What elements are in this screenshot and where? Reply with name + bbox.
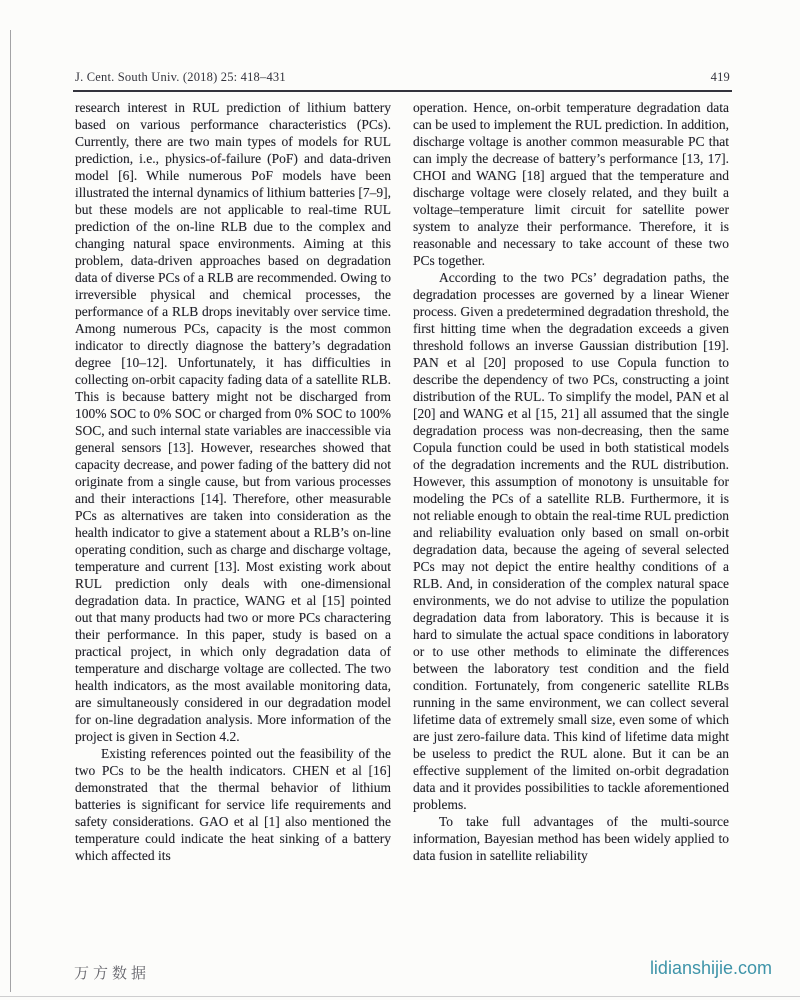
page-header <box>75 70 730 85</box>
header-rule <box>73 90 732 92</box>
scan-edge-artifact-left <box>10 30 11 992</box>
page-number: 419 <box>710 70 730 84</box>
body-paragraph: operation. Hence, on-orbit temperature degradation data can be used to implement the RUL prediction. In addition, discharge voltage is another common measurable PC that can imply the decrease of battery’s performance [13, 17]. CHOI and WANG [18] argued that the temperature and discharge voltage were closely related, and they built a voltage–temperature limit circuit for satellite power system to analyze their performance. Therefore, it is reasonable and necessary to take account of these two PCs together. <box>413 100 729 268</box>
right-column <box>413 99 729 951</box>
body-paragraph: research interest in RUL prediction of lithium battery based on various performance characteristics (PCs). Currently, there are two main types of models for RUL prediction, i.e., physics-of-failure (PoF) and data-driven model [6]. While numerous PoF models have been illustrated the internal dynamics of lithium batteries [7–9], but these models are not applicable to real-time RUL prediction of the on-line RLB due to the complex and changing natural space environments. Aiming at this problem, data-driven approaches based on degradation data of diverse PCs of a RLB are recommended. Owing to irreversible physical and chemical processes, the performance of a RLB drops inevitably over service time. Among numerous PCs, capacity is the most common indicator to directly diagnose the battery’s degradation degree [10–12]. Unfortunately, it has difficulties in collecting on-orbit capacity fading data of a satellite RLB. This is because battery might not be discharged from 100% SOC to 0% SOC or charged from 0% SOC to 100% SOC, and such internal state variables are inaccessible via general sensors [13]. However, researches showed that capacity decrease, and power fading of the battery did not originate from a single cause, but from various processes and their interactions [14]. Therefore, other measurable PCs as alternatives are taken into consideration as the health indicator to give a statement about a RLB’s on-line operating condition, such as charge and discharge voltage, temperature and current [13]. Most existing work about RUL prediction only deals with one-dimensional degradation data. In practice, WANG et al [15] pointed out that many products had two or more PCs charactering their performance. In this paper, study is based on a practical project, in which only degradation data of temperature and discharge voltage are collected. The two health indicators, as the most available monitoring data, are simultaneously considered in our degradation model for on-line degradation analysis. More information of the project is given in Section 4.2. <box>75 100 391 744</box>
wanfang-data-watermark: 万方数据 <box>74 965 151 982</box>
body-paragraph: To take full advantages of the multi-source information, Bayesian method has been widely applied to data fusion in satellite reliability <box>413 814 729 863</box>
site-watermark-link[interactable]: lidianshijie.com <box>649 958 772 978</box>
left-column <box>75 99 391 951</box>
body-paragraph: According to the two PCs’ degradation paths, the degradation processes are governed by a linear Wiener process. Given a predetermined degradation threshold, the first hitting time when the degradation exceeds a given threshold follows an inverse Gaussian distribution [19]. PAN et al [20] proposed to use Copula function to describe the dependency of two PCs, constructing a joint distribution of the RUL. To simplify the model, PAN et al [20] and WANG et al [15, 21] all assumed that the single degradation process was non-decreasing, then the same Copula function could be used in both statistical models of the degradation increments and the RUL distribution. However, this assumption of monotony is unsuitable for modeling the PCs of a satellite RLB. Furthermore, it is not reliable enough to obtain the real-time RUL prediction and reliability evaluation only based on small on-orbit degradation data, because the ageing of several selected PCs may not depict the entire healthy conditions of a RLB. And, in consideration of the complex natural space environments, we do not advise to utilize the population degradation data from laboratory. This is because it is hard to simulate the actual space conditions in laboratory or to use other methods to eliminate the differences between the laboratory test condition and the field condition. Fortunately, from congeneric satellite RLBs running in the same environment, we can collect several lifetime data of extremely small size, even some of which are just zero-failure data. This kind of lifetime data might be useless to predict the RUL alone. But it can be an effective supplement of the limited on-orbit degradation data and it provides possibilities to tackle aforementioned problems. <box>413 270 729 812</box>
body-paragraph: Existing references pointed out the feasibility of the two PCs to be the health indicators. CHEN et al [16] demonstrated that the thermal behavior of lithium batteries is significant for service life requirements and safety considerations. GAO et al [1] also mentioned the temperature could indicate the heat sinking of a battery which affected its <box>75 746 391 863</box>
scan-edge-artifact-bottom <box>0 996 800 997</box>
journal-reference: J. Cent. South Univ. (2018) 25: 418–431 <box>75 70 286 84</box>
two-column-body <box>75 99 729 951</box>
